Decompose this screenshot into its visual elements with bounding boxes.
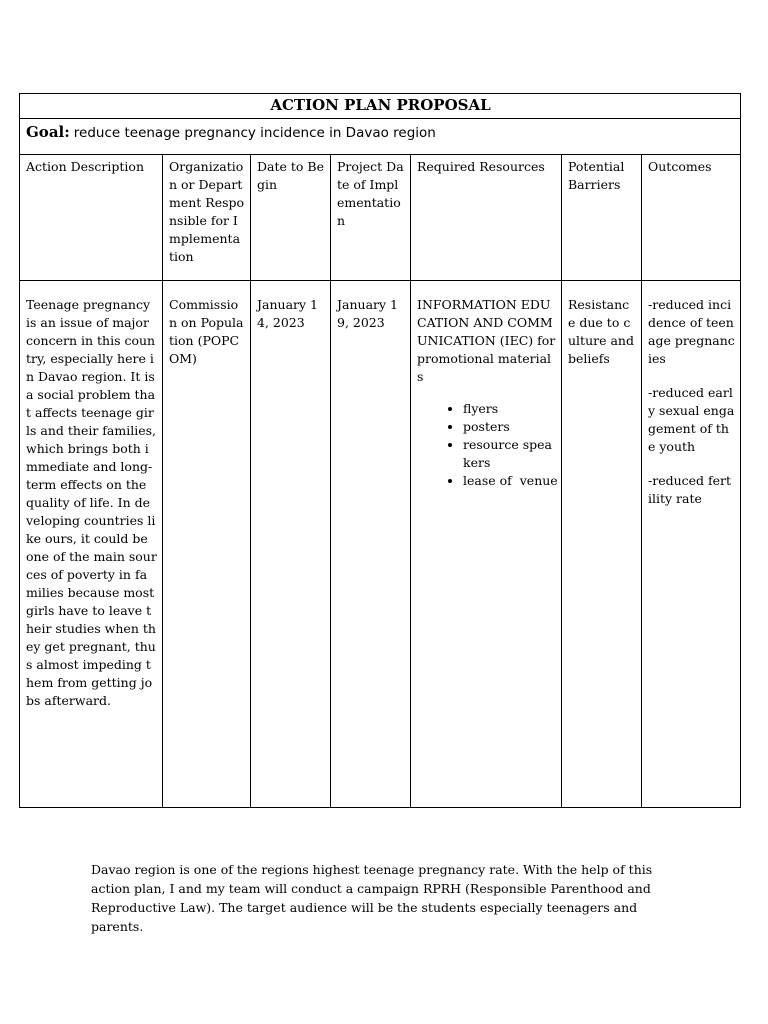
column-header: Organization or Department Responsible for Implementation xyxy=(163,155,251,281)
goal-label: Goal: xyxy=(26,123,70,141)
footer-paragraph: Davao region is one of the regions highest teenage pregnancy rate. With the help of this action plan, I and my team will conduct a campaign RPRH (Responsible Parenthood and Reproductive Law). The target audience will be the students especially teenagers and parents. xyxy=(91,862,653,934)
column-header: Action Description xyxy=(20,155,163,281)
required-resources-cell xyxy=(411,281,562,808)
potential-barriers-cell: Resistance due to culture and beliefs xyxy=(562,281,642,808)
column-header: Project Date of Implementation xyxy=(331,155,411,281)
header-row xyxy=(20,155,741,281)
date-to-begin-cell: January 14, 2023 xyxy=(251,281,331,808)
organization-cell: Commission on Population (POPCOM) xyxy=(163,281,251,808)
action-plan-table xyxy=(19,93,741,808)
column-header: Potential Barriers xyxy=(562,155,642,281)
column-header: Outcomes xyxy=(642,155,741,281)
project-date-cell: January 19, 2023 xyxy=(331,281,411,808)
goal-row xyxy=(20,119,741,155)
resources-list xyxy=(417,400,556,490)
outcomes-cell xyxy=(642,281,741,808)
action-description-cell: Teenage pregnancy is an issue of major concern in this country, especially here in Davao region. It is a social problem that affects teenage girls and their families, which brings both immediate and long-term effects on the quality of life. In developing countries like ours, it could be one of the main sources of poverty in families because most girls have to leave their studies when they get pregnant, thus almost impeding them from getting jobs afterward. xyxy=(20,281,163,808)
list-item: • resource speakers xyxy=(463,436,556,472)
list-item: • posters xyxy=(463,418,556,436)
table-row xyxy=(20,281,741,808)
goal-text: reduce teenage pregnancy incidence in Davao region xyxy=(73,125,436,141)
column-header: Required Resources xyxy=(411,155,562,281)
outcome-item: -reduced early sexual engagement of the youth xyxy=(648,385,735,454)
outcome-item: -reduced incidence of teenage pregnancies xyxy=(648,297,735,366)
list-item: • flyers xyxy=(463,400,556,418)
resources-intro: INFORMATION EDUCATION AND COMMUNICATION (IEC) for promotional materials xyxy=(417,297,556,384)
column-header: Date to Begin xyxy=(251,155,331,281)
list-item: • lease of venue xyxy=(463,472,556,490)
document-title: ACTION PLAN PROPOSAL xyxy=(20,94,741,119)
outcome-item: -reduced fertility rate xyxy=(648,473,732,506)
